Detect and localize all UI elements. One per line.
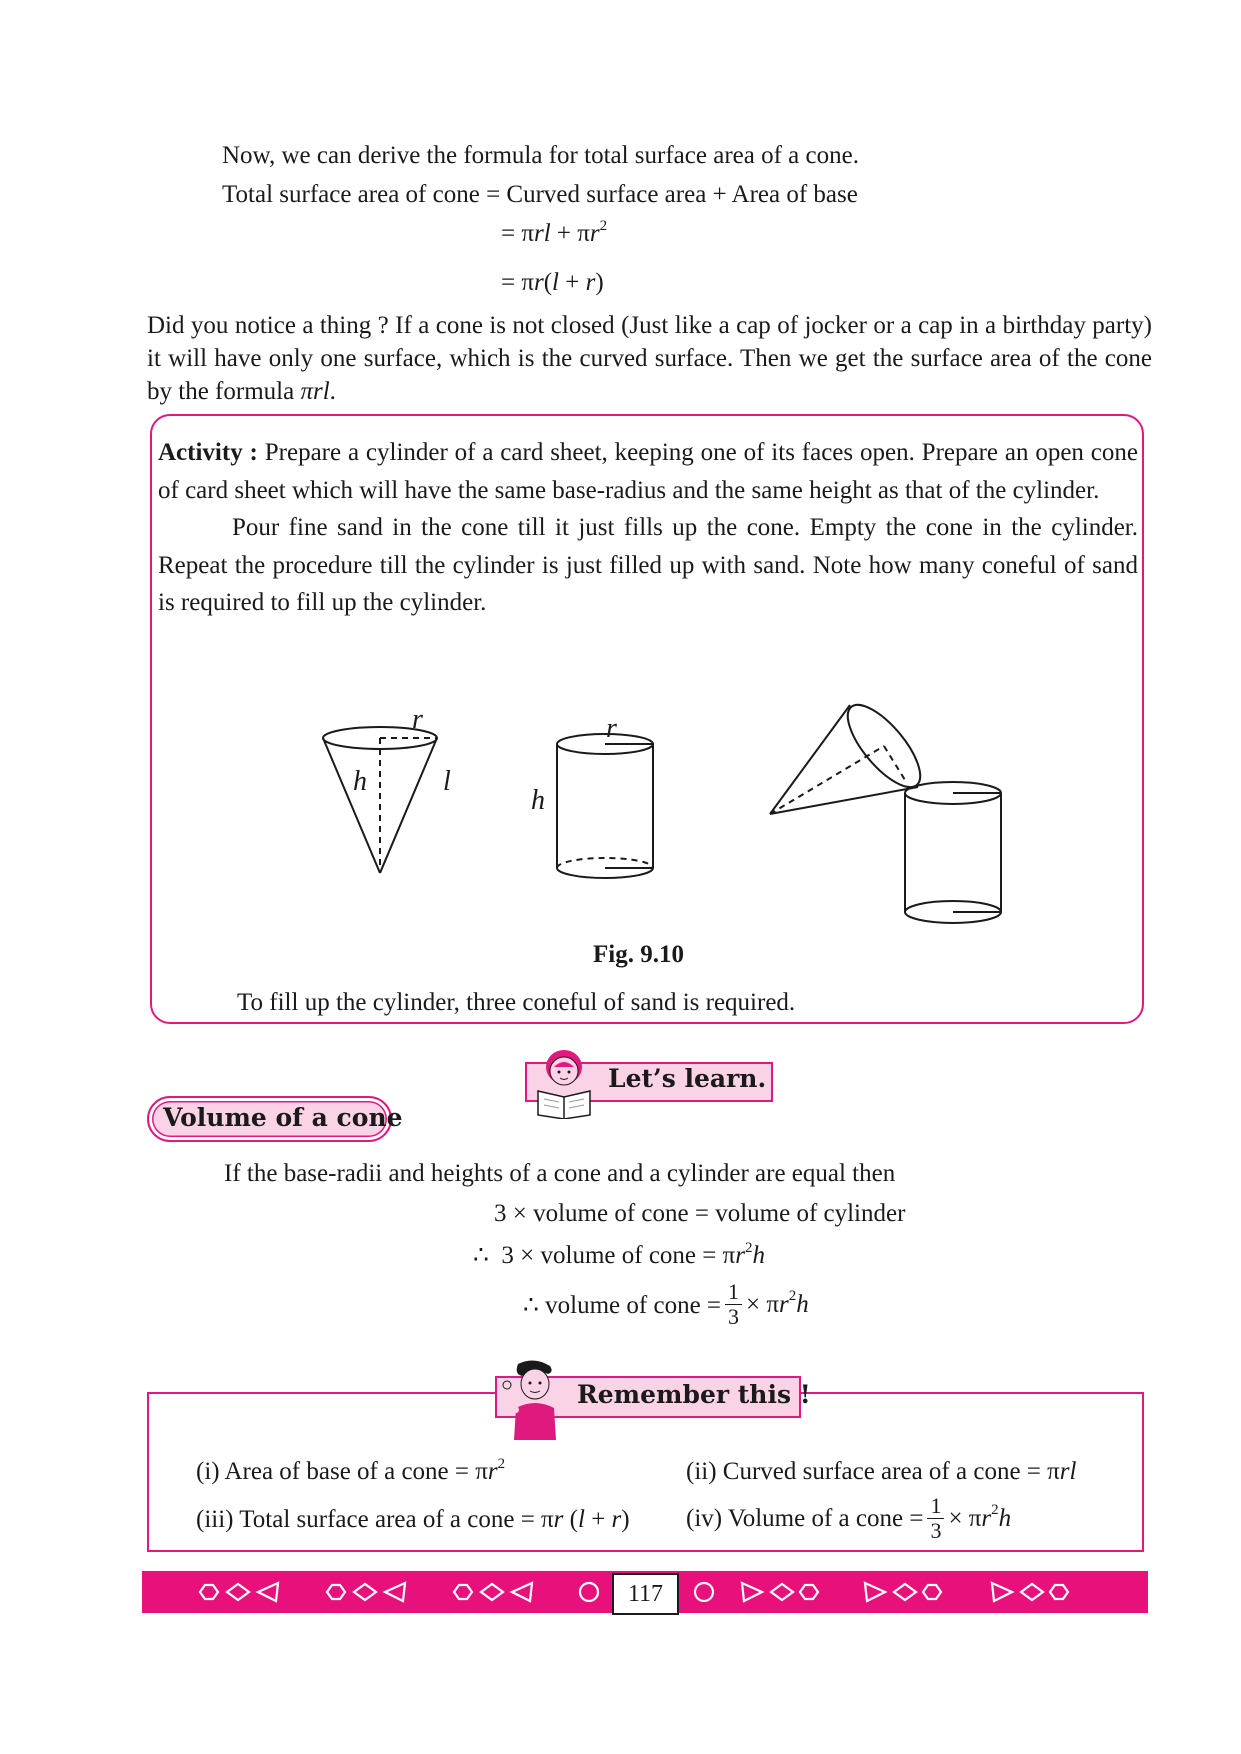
diamond-icon (894, 1584, 916, 1600)
open-cone-note: Did you notice a thing ? If a cone is not closed (Just like a cap of jocker or a cap in a birthday party) it will have only one surface, which is the curved surface. Then we get the surface area of the cone by the formula πrl. (147, 312, 1152, 405)
volume-eq-3-lhs: ∴ volume of cone = (523, 1291, 722, 1319)
circle-icon (580, 1583, 598, 1601)
activity-heading: Activity : (158, 439, 258, 466)
label-cylinder-r: r (606, 713, 617, 744)
pour-cone-radius (884, 746, 905, 780)
activity-conclusion: To fill up the cylinder, three coneful of sand is required. (237, 989, 796, 1016)
diamond-icon (771, 1584, 793, 1600)
intro-line-2: Total surface area of cone = Curved surface area + Area of base (222, 181, 858, 208)
activity-para-2: Pour fine sand in the cone till it just fills up the cone. Empty the cone in the cylinder. Repeat the procedure till the cylinder is just filled up with sand. Note how many coneful of sand is required to fill up the cylinder. (158, 514, 1138, 616)
diamond-icon (227, 1584, 249, 1600)
diamond-icon (1021, 1584, 1043, 1600)
volume-intro: If the base-radii and heights of a cone and a cylinder are equal then (224, 1160, 896, 1187)
page-number: 117 (612, 1573, 679, 1615)
triangle-right-icon (992, 1583, 1012, 1601)
volume-eq-1: 3 × volume of cone = volume of cylinder (494, 1200, 906, 1227)
volume-eq-3: ∴ volume of cone = $\frac{1}{3}$ × $\pi r^2h$ (523, 1279, 809, 1329)
activity-para-1: Prepare a cylinder of a card sheet, keeping one of its faces open. Prepare an open cone of card sheet which will have the same base-radius and the same height as that of the cylinder. (158, 439, 1138, 504)
label-cone-r: r (412, 704, 423, 735)
fraction-one-third-2: $\frac{1}{3}$ (927, 1494, 944, 1543)
formula-line-2: = πr(l + r) (501, 269, 604, 296)
figure-caption: Fig. 9.10 (593, 941, 684, 968)
remember-title: Remember this ! (577, 1380, 811, 1409)
pointing-boy-icon (500, 1358, 566, 1440)
hexagon-icon (800, 1585, 818, 1599)
formula-line-1: = $\pi rl + \pi r^2$ (501, 217, 608, 247)
hexagon-icon (923, 1585, 941, 1599)
remember-item-iv-label: (iv) Volume of a cone = (686, 1504, 924, 1532)
triangle-left-icon (385, 1583, 405, 1601)
remember-item-iii: (iii) Total surface area of a cone = πr (l + r) (196, 1506, 630, 1533)
remember-item-ii: (ii) Curved surface area of a cone = πrl (686, 1458, 1077, 1485)
circle-icon (695, 1583, 713, 1601)
cylinder-bottom-front (557, 868, 653, 878)
cylinder-bottom-back (557, 858, 653, 868)
section-title: Volume of a cone (163, 1103, 403, 1132)
diamond-icon (354, 1584, 376, 1600)
hexagon-icon (200, 1585, 218, 1599)
hexagon-icon (327, 1585, 345, 1599)
cone-right-edge (380, 738, 437, 873)
intro-line-1: Now, we can derive the formula for total surface area of a cone. (222, 142, 859, 169)
triangle-right-icon (742, 1583, 762, 1601)
pour-cone-upper-edge (770, 705, 850, 814)
triangle-left-icon (512, 1583, 532, 1601)
fraction-one-third: $\frac{1}{3}$ (725, 1280, 742, 1329)
remember-item-iv: (iv) Volume of a cone = $\frac{1}{3}$ × $\pi r^2h$ (686, 1493, 1012, 1543)
triangle-left-icon (258, 1583, 278, 1601)
reading-girl-icon (532, 1045, 596, 1119)
lets-learn-label: Let’s learn. (608, 1064, 767, 1093)
label-cylinder-h: h (531, 785, 545, 816)
triangle-right-icon (865, 1583, 885, 1601)
hexagon-icon (454, 1585, 472, 1599)
label-cone-l: l (443, 766, 451, 797)
hexagon-icon (1050, 1585, 1068, 1599)
diamond-icon (481, 1584, 503, 1600)
remember-item-i: (i) Area of base of a cone = $\pi r^2$ (196, 1455, 506, 1485)
cone-left-edge (323, 738, 380, 873)
label-cone-h: h (353, 766, 367, 797)
volume-eq-2: ∴ 3 × volume of cone = $\pi r^2h$ (473, 1239, 765, 1269)
